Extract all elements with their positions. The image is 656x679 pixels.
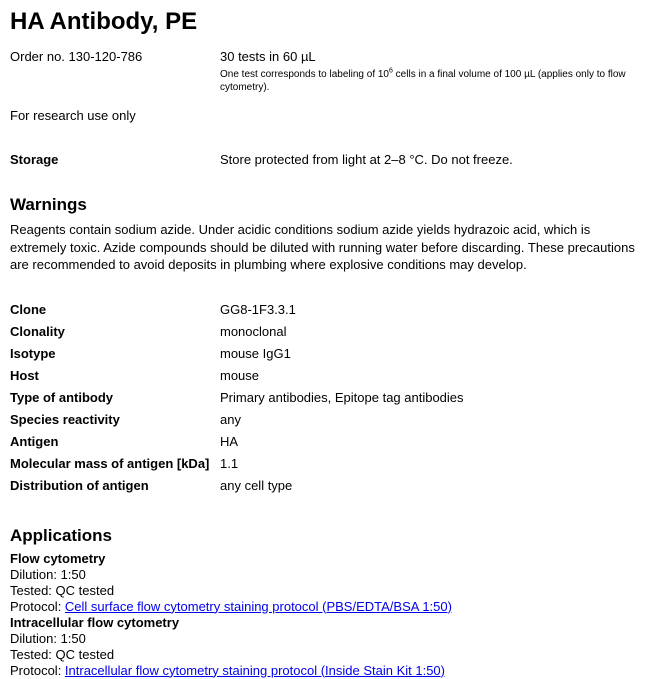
- application-block-flow-cytometry: [10, 551, 646, 615]
- table-row: [10, 321, 646, 343]
- property-value: GG8-1F3.3.1: [220, 301, 296, 317]
- properties-table: [10, 299, 646, 497]
- property-label: Isotype: [10, 345, 56, 361]
- protocol-label: Protocol:: [10, 662, 65, 678]
- property-label: Antigen: [10, 433, 59, 449]
- application-block-intracellular-flow-cytometry: [10, 615, 646, 679]
- applications-heading: Applications: [10, 525, 113, 545]
- table-row: [10, 365, 646, 387]
- warnings-heading: Warnings: [10, 195, 87, 214]
- property-label: Clone: [10, 301, 47, 317]
- research-use-note: For research use only: [10, 108, 136, 123]
- warnings-text: Reagents contain sodium azide. Under acidic conditions sodium azide yields hydrazoic acid, which is extremely toxic. Azide compounds should be diluted with running water before discarding. These precautions are recommended to avoid deposits in plumbing where explosive conditions may develop.: [10, 222, 635, 272]
- property-value: any: [220, 411, 241, 427]
- pack-size-note: [220, 68, 646, 94]
- application-name: Flow cytometry: [10, 550, 106, 566]
- property-value: mouse IgG1: [220, 345, 291, 361]
- storage-label: Storage: [10, 152, 59, 167]
- order-row: [10, 49, 646, 94]
- table-row: [10, 299, 646, 321]
- property-value: 1.1: [220, 455, 239, 471]
- order-size-cell: [220, 49, 646, 94]
- application-tested: Tested: QC tested: [10, 646, 115, 662]
- application-protocol-line: [10, 663, 646, 679]
- table-row: [10, 453, 646, 475]
- note-prefix: One test corresponds to labeling of 10: [220, 69, 389, 80]
- order-number: Order no. 130-120-786: [10, 49, 143, 64]
- page-title: HA Antibody, PE: [10, 8, 198, 35]
- table-row: [10, 343, 646, 365]
- pack-size: 30 tests in 60 µL: [220, 49, 316, 64]
- application-tested: Tested: QC tested: [10, 582, 115, 598]
- property-value: HA: [220, 433, 239, 449]
- property-value: monoclonal: [220, 323, 287, 339]
- protocol-link-intracellular[interactable]: Intracellular flow cytometry staining protocol (Inside Stain Kit 1:50): [64, 662, 445, 678]
- storage-row: [10, 152, 646, 168]
- property-label: Molecular mass of antigen [kDa]: [10, 455, 210, 471]
- property-label: Clonality: [10, 323, 65, 339]
- property-label: Type of antibody: [10, 389, 114, 405]
- property-label: Species reactivity: [10, 411, 120, 427]
- application-protocol-line: [10, 599, 646, 615]
- property-value: any cell type: [220, 477, 293, 493]
- property-label: Host: [10, 367, 39, 383]
- protocol-link-cell-surface[interactable]: Cell surface flow cytometry staining protocol (PBS/EDTA/BSA 1:50): [64, 598, 452, 614]
- table-row: [10, 409, 646, 431]
- application-dilution: Dilution: 1:50: [10, 566, 86, 582]
- table-row: [10, 431, 646, 453]
- property-value: mouse: [220, 367, 260, 383]
- protocol-label: Protocol:: [10, 598, 65, 614]
- property-label: Distribution of antigen: [10, 477, 149, 493]
- storage-value: Store protected from light at 2–8 °C. Do not freeze.: [220, 152, 513, 167]
- note-suffix: cells in a final volume of 100 µL (applies only to flow cytometry).: [220, 69, 626, 93]
- application-name: Intracellular flow cytometry: [10, 614, 180, 630]
- note-superscript: 6: [389, 67, 393, 75]
- table-row: [10, 475, 646, 497]
- property-value: Primary antibodies, Epitope tag antibodies: [220, 389, 464, 405]
- application-dilution: Dilution: 1:50: [10, 630, 86, 646]
- table-row: [10, 387, 646, 409]
